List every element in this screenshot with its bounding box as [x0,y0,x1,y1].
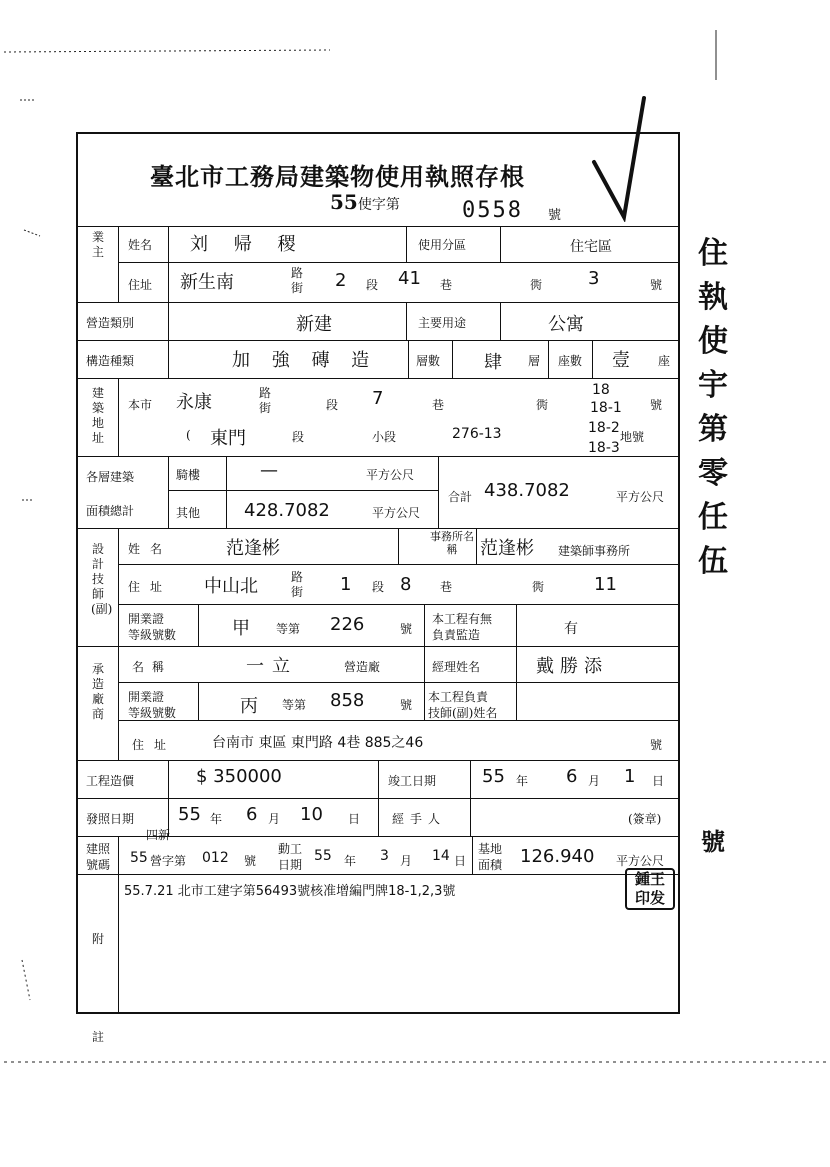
owner-address-section: 2 [335,270,347,291]
road-label: 路街 [290,266,303,295]
month-label: 月 [588,774,601,788]
license-label-1: 開業證 [128,690,165,704]
section-label: 段 [326,398,339,412]
designer-address-label: 住址 [128,580,173,594]
tech-label-2: 技師(副)姓名 [428,706,498,720]
contractor-label: 承造廠商 [91,662,104,721]
contractor-grade-value: 丙 [240,696,258,717]
side-column-text: 住 執 使 宇 第 零 任 伍 [698,236,728,579]
year-label: 年 [344,854,357,868]
owner-address-lane: 41 [398,268,421,289]
road-label: 路街 [290,570,303,599]
manager-value: 戴勝添 [536,656,608,677]
supervise-label-1: 本工程有無 [432,612,493,626]
lot-number-label: 地號 [620,430,645,444]
location-road-value: 永康 [176,392,212,413]
lane-label: 巷 [440,580,453,594]
license-label-2: 等級號數 [128,706,177,720]
owner-address-label: 住址 [128,278,153,292]
start-month-value: 3 [380,848,389,864]
buildings-value: 壹 [612,350,630,371]
permit-prefix-note: 四新 [146,828,171,842]
side-column-suffix: 號 [701,827,725,856]
owner-name-label: 姓名 [128,238,153,252]
subsection-label: 小段 [372,430,397,444]
lot-extra-1-value: 18-2 [588,420,620,436]
number-label: 號 [650,398,663,412]
number-label: 號 [650,738,663,752]
number-label: 號 [400,698,413,712]
issue-day-value: 10 [300,804,323,825]
permit-word: 使字第 [357,197,400,213]
contractor-license-value: 858 [330,690,365,711]
page-title: 臺北市工務局建築物使用執照存根 [150,162,525,191]
building-permit-label-2: 號碼 [86,858,111,872]
location-number-value: 18 [592,382,610,398]
floors-value: 肆 [484,352,502,373]
building-permit-label-1: 建照 [86,842,111,856]
start-year-value: 55 [314,848,332,864]
floor-area-label-2: 面積總計 [86,504,135,518]
year-label: 年 [516,774,529,788]
issue-year-value: 55 [178,804,201,825]
this-city-label: 本市 [128,398,153,412]
lane-label: 巷 [440,278,453,292]
open-paren: ( [186,428,191,442]
structure-value: 加 強 磚 造 [232,350,378,371]
building-location-label: 建築地址 [91,386,104,445]
permit-number: 0558 [462,198,523,223]
start-label-1: 動工 [278,842,303,856]
sqm-label: 平方公尺 [616,490,665,504]
grade-word-label: 等第 [282,698,307,712]
official-stamp: 鍾王 印发 [625,868,675,910]
number-label: 號 [244,854,257,868]
seal-label: (簽章) [628,812,662,826]
location-district-value: 東門 [210,428,246,449]
designer-license-value: 226 [330,614,365,635]
sqm-label: 平方公尺 [616,854,665,868]
zoning-value: 住宅區 [570,239,612,255]
issue-month-value: 6 [246,804,258,825]
designer-grade-value: 甲 [232,618,250,639]
building-permit-no-value: 012 [202,850,229,866]
completion-date-label: 竣工日期 [388,774,437,788]
month-label: 月 [400,854,413,868]
buildings-label: 座數 [558,354,583,368]
owner-name-value: 刘 帰 稷 [190,234,306,255]
number-label: 號 [400,622,413,636]
remarks-value: 55.7.21 北市工建字第56493號核准增編門牌18-1,2,3號 [124,884,456,899]
construction-type-label: 營造類別 [86,316,135,330]
cost-label: 工程造價 [86,774,135,788]
arcade-area-value: — [260,460,278,481]
owner-address-number: 3 [588,268,600,289]
designer-name-label: 姓名 [128,542,173,556]
floors-label: 層數 [416,354,441,368]
zoning-label: 使用分區 [418,238,467,252]
street-label: 衖 [536,398,549,412]
supervise-label-2: 負責監造 [432,628,481,642]
floor-area-label-1: 各層建築 [86,470,135,484]
base-area-label-2: 面積 [478,858,503,872]
handler-label: 經手人 [392,812,447,826]
designer-name-value: 范逢彬 [226,538,280,559]
office-name-label: 事務所名稱 [430,530,474,556]
building-permit-year-value: 55 [130,850,148,866]
base-area-label-1: 基地 [478,842,503,856]
manager-name-label: 經理姓名 [432,660,481,674]
section-label: 段 [292,430,305,444]
day-label: 日 [652,774,665,788]
issue-date-label: 發照日期 [86,812,135,826]
designer-office-suffix: 建築師事務所 [558,544,631,558]
grade-word-label: 等第 [276,622,301,636]
base-area-value: 126.940 [520,846,595,867]
day-label: 日 [348,812,361,826]
owner-address-road: 新生南 [180,272,234,293]
day-label: 日 [454,854,467,868]
structure-type-label: 構造種類 [86,354,135,368]
contractor-address-value: 台南市 東區 東門路 4巷 885之46 [212,735,424,751]
main-use-label: 主要用途 [418,316,467,330]
month-label: 月 [268,812,281,826]
start-day-value: 14 [432,848,450,864]
designer-label: 設計技師(副) [91,542,113,616]
total-area-value: 438.7082 [484,480,570,501]
designer-lane-value: 8 [400,574,412,595]
designer-road-value: 中山北 [204,576,258,597]
completion-month-value: 6 [566,766,578,787]
completion-year-value: 55 [482,766,505,787]
supervise-value: 有 [564,621,578,637]
location-lane-value: 7 [372,388,384,409]
street-label: 衖 [530,278,543,292]
sqm-label: 平方公尺 [372,506,421,520]
designer-number-value: 11 [594,574,617,595]
other-area-value: 428.7082 [244,500,330,521]
year-label: 年 [210,812,223,826]
start-label-2: 日期 [278,858,303,872]
owner-label: 業主 [91,230,104,259]
contractor-name-value: 一立 [246,656,298,677]
street-label: 衖 [532,580,545,594]
section-label: 段 [366,278,379,292]
license-label-1: 開業證 [128,612,165,626]
arcade-label: 騎樓 [176,468,201,482]
total-label: 合計 [448,490,473,504]
remarks-label: 附註 [91,932,104,1044]
cost-value: $ 350000 [196,766,282,787]
completion-day-value: 1 [624,766,636,787]
sqm-label: 平方公尺 [366,468,415,482]
number-label: 號 [650,278,663,292]
tech-label-1: 本工程負責 [428,690,489,704]
permit-year: 55 [330,190,358,214]
designer-section-value: 1 [340,574,352,595]
lot-extra-2-value: 18-3 [588,440,620,456]
company-name-label: 名稱 [132,660,173,674]
lane-label: 巷 [432,398,445,412]
floor-unit-label: 層 [528,354,541,368]
license-label-2: 等級號數 [128,628,177,642]
construction-type-value: 新建 [296,314,332,335]
main-use-value: 公寓 [548,314,584,335]
others-label: 其他 [176,506,201,520]
building-unit-label: 座 [658,354,671,368]
section-label: 段 [372,580,385,594]
building-word-label: 營字第 [150,854,187,868]
road-label: 路街 [258,386,271,415]
location-number-2-value: 18-1 [590,400,622,416]
permit-suffix: 號 [548,208,562,223]
lot-number-value: 276-13 [452,426,502,442]
designer-office-value: 范逢彬 [480,538,534,559]
construction-firm-label: 營造廠 [344,660,381,674]
contractor-address-label: 住址 [132,738,177,752]
